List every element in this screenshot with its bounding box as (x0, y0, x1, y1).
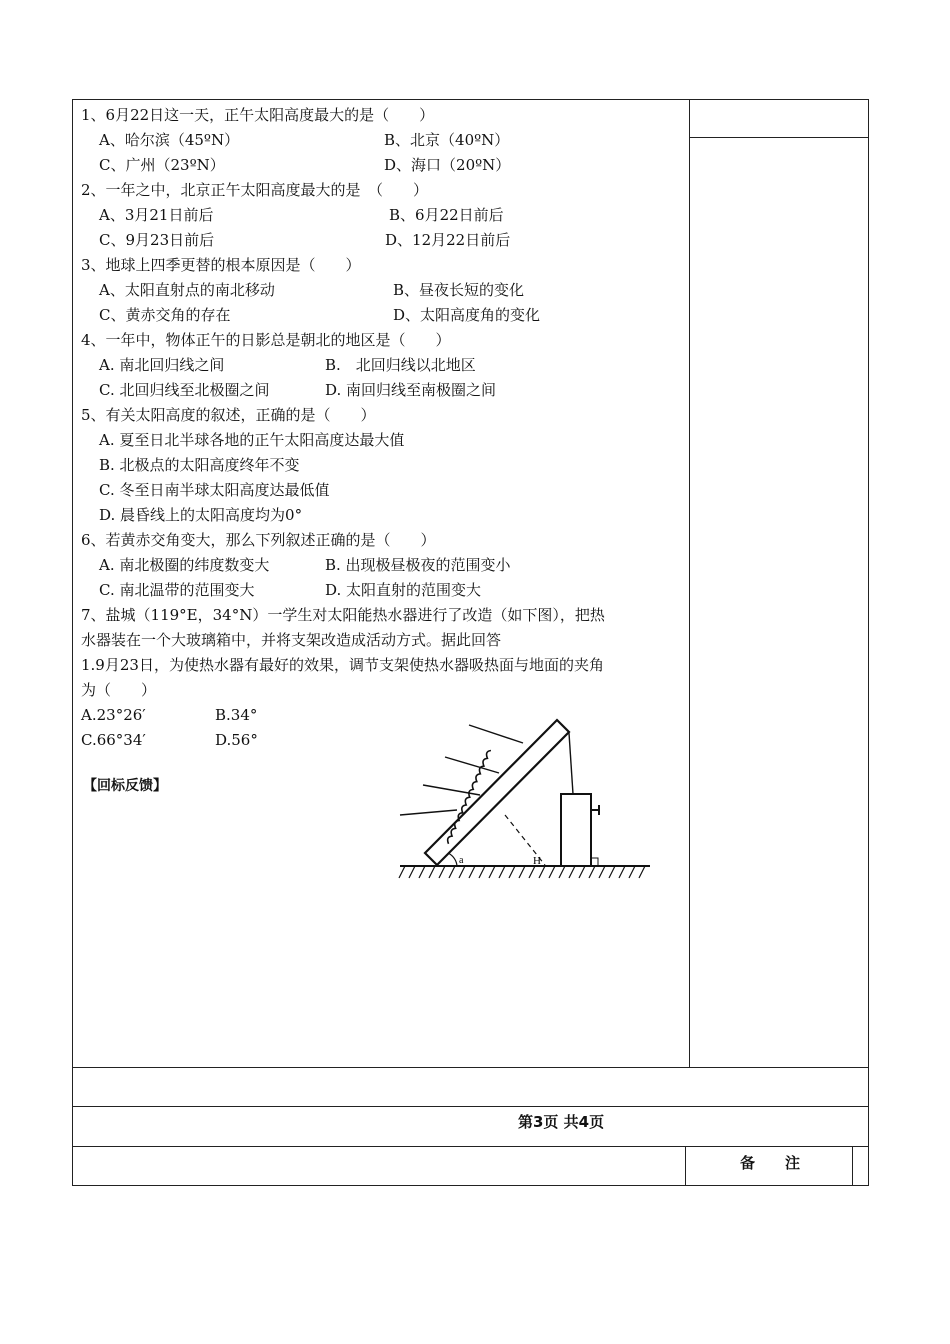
question-7-sub-line-1: 1.9月23日，为使热水器有最好的效果，调节支架使热水器吸热面与地面的夹角 (81, 656, 604, 674)
question-2-options-row-1 (81, 203, 685, 228)
question-2-option-b: B、6月22日前后 (389, 206, 504, 224)
side-column-divider (689, 99, 690, 1068)
question-3-option-c: C、黄赤交角的存在 (99, 306, 231, 324)
question-3-options-row-2 (81, 303, 685, 328)
question-4-options-row-1 (81, 353, 685, 378)
question-2-option-a: A、3月21日前后 (99, 206, 214, 224)
right-angle-marker (591, 858, 598, 866)
question-3-option-b: B、昼夜长短的变化 (393, 281, 525, 299)
row-rule-1 (72, 1067, 869, 1068)
page-indicator: 第3页 共4页 (518, 1113, 605, 1131)
question-3-options-row-1 (81, 278, 685, 303)
question-4-stem: 4、一年中，物体正午的日影总是朝北的地区是（ ） (81, 331, 451, 349)
question-2-option-c: C、9月23日前后 (99, 231, 215, 249)
question-6-option-a: A. 南北极圈的纬度数变大 (99, 556, 270, 574)
remarks-divider-right (852, 1146, 853, 1186)
question-6-option-c: C. 南北温带的范围变大 (99, 581, 255, 599)
question-7-line-2: 水器装在一个大玻璃箱中，并将支架改造成活动方式。据此回答 (81, 631, 502, 649)
sun-rays (400, 725, 523, 815)
question-3-option-a: A、太阳直射点的南北移动 (99, 281, 275, 299)
question-4-option-c: C. 北回归线至北极圈之间 (99, 381, 270, 399)
question-7-option-b: B.34° (215, 706, 258, 724)
question-1-stem: 1、6月22日这一天，正午太阳高度最大的是（ ） (81, 106, 435, 124)
question-5-option-c: C. 冬至日南半球太阳高度达最低值 (99, 481, 330, 499)
question-1-option-c: C、广州（23ºN） (99, 156, 225, 174)
question-7-option-d: D.56° (215, 731, 258, 749)
question-2-options-row-2 (81, 228, 685, 253)
question-6-option-d: D. 太阳直射的范围变大 (325, 581, 482, 599)
question-4-option-a: A. 南北回归线之间 (99, 356, 225, 374)
question-5-option-d: D. 晨昏线上的太阳高度均为0° (99, 506, 303, 524)
angle-arc (448, 853, 457, 866)
feedback-heading: 【回标反馈】 (83, 778, 167, 794)
remarks-divider-left (685, 1146, 686, 1186)
remarks-label: 备 注 (740, 1154, 801, 1172)
question-4-option-d: D. 南回归线至南极圈之间 (325, 381, 497, 399)
question-4-option-b: B. 北回归线以北地区 (325, 356, 476, 374)
question-4-options-row-2 (81, 378, 685, 403)
question-5-option-a: A. 夏至日北半球各地的正午太阳高度达最大值 (99, 431, 405, 449)
question-3-stem: 3、地球上四季更替的根本原因是（ ） (81, 256, 361, 274)
question-6-options-row-1 (81, 553, 685, 578)
question-list (81, 103, 685, 753)
question-6-options-row-2 (81, 578, 685, 603)
question-7-option-c: C.66°34′ (81, 731, 146, 749)
support-post (561, 794, 591, 866)
ground-hatching (399, 866, 645, 878)
row-rule-3 (72, 1146, 869, 1147)
glass-box (425, 720, 569, 865)
question-1-options-row-1 (81, 128, 685, 153)
question-1-option-a: A、哈尔滨（45ºN） (99, 131, 240, 149)
support-string (569, 733, 573, 794)
side-column-header-rule (689, 137, 869, 138)
question-5-stem: 5、有关太阳高度的叙述，正确的是（ ） (81, 406, 376, 424)
question-7-sub-line-2: 为（ ） (81, 681, 157, 699)
question-7-line-1: 7、盐城（119°E，34°N）一学生对太阳能热水器进行了改造（如下图），把热 (81, 606, 605, 624)
question-6-option-b: B. 出现极昼极夜的范围变小 (325, 556, 511, 574)
question-2-option-d: D、12月22日前后 (385, 231, 511, 249)
question-2-stem: 2、一年之中，北京正午太阳高度最大的是 （ ） (81, 181, 429, 199)
question-1-options-row-2 (81, 153, 685, 178)
row-rule-2 (72, 1106, 869, 1107)
height-label: H (533, 855, 541, 867)
question-1-option-b: B、北京（40ºN） (384, 131, 510, 149)
question-1-option-d: D、海口（20ºN） (384, 156, 511, 174)
question-6-stem: 6、若黄赤交角变大，那么下列叙述正确的是（ ） (81, 531, 436, 549)
solar-heater-figure (395, 715, 655, 885)
question-3-option-d: D、太阳高度角的变化 (393, 306, 541, 324)
question-5-option-b: B. 北极点的太阳高度终年不变 (99, 456, 300, 474)
question-7-option-a: A.23°26′ (81, 706, 146, 724)
angle-label: a (459, 855, 464, 866)
